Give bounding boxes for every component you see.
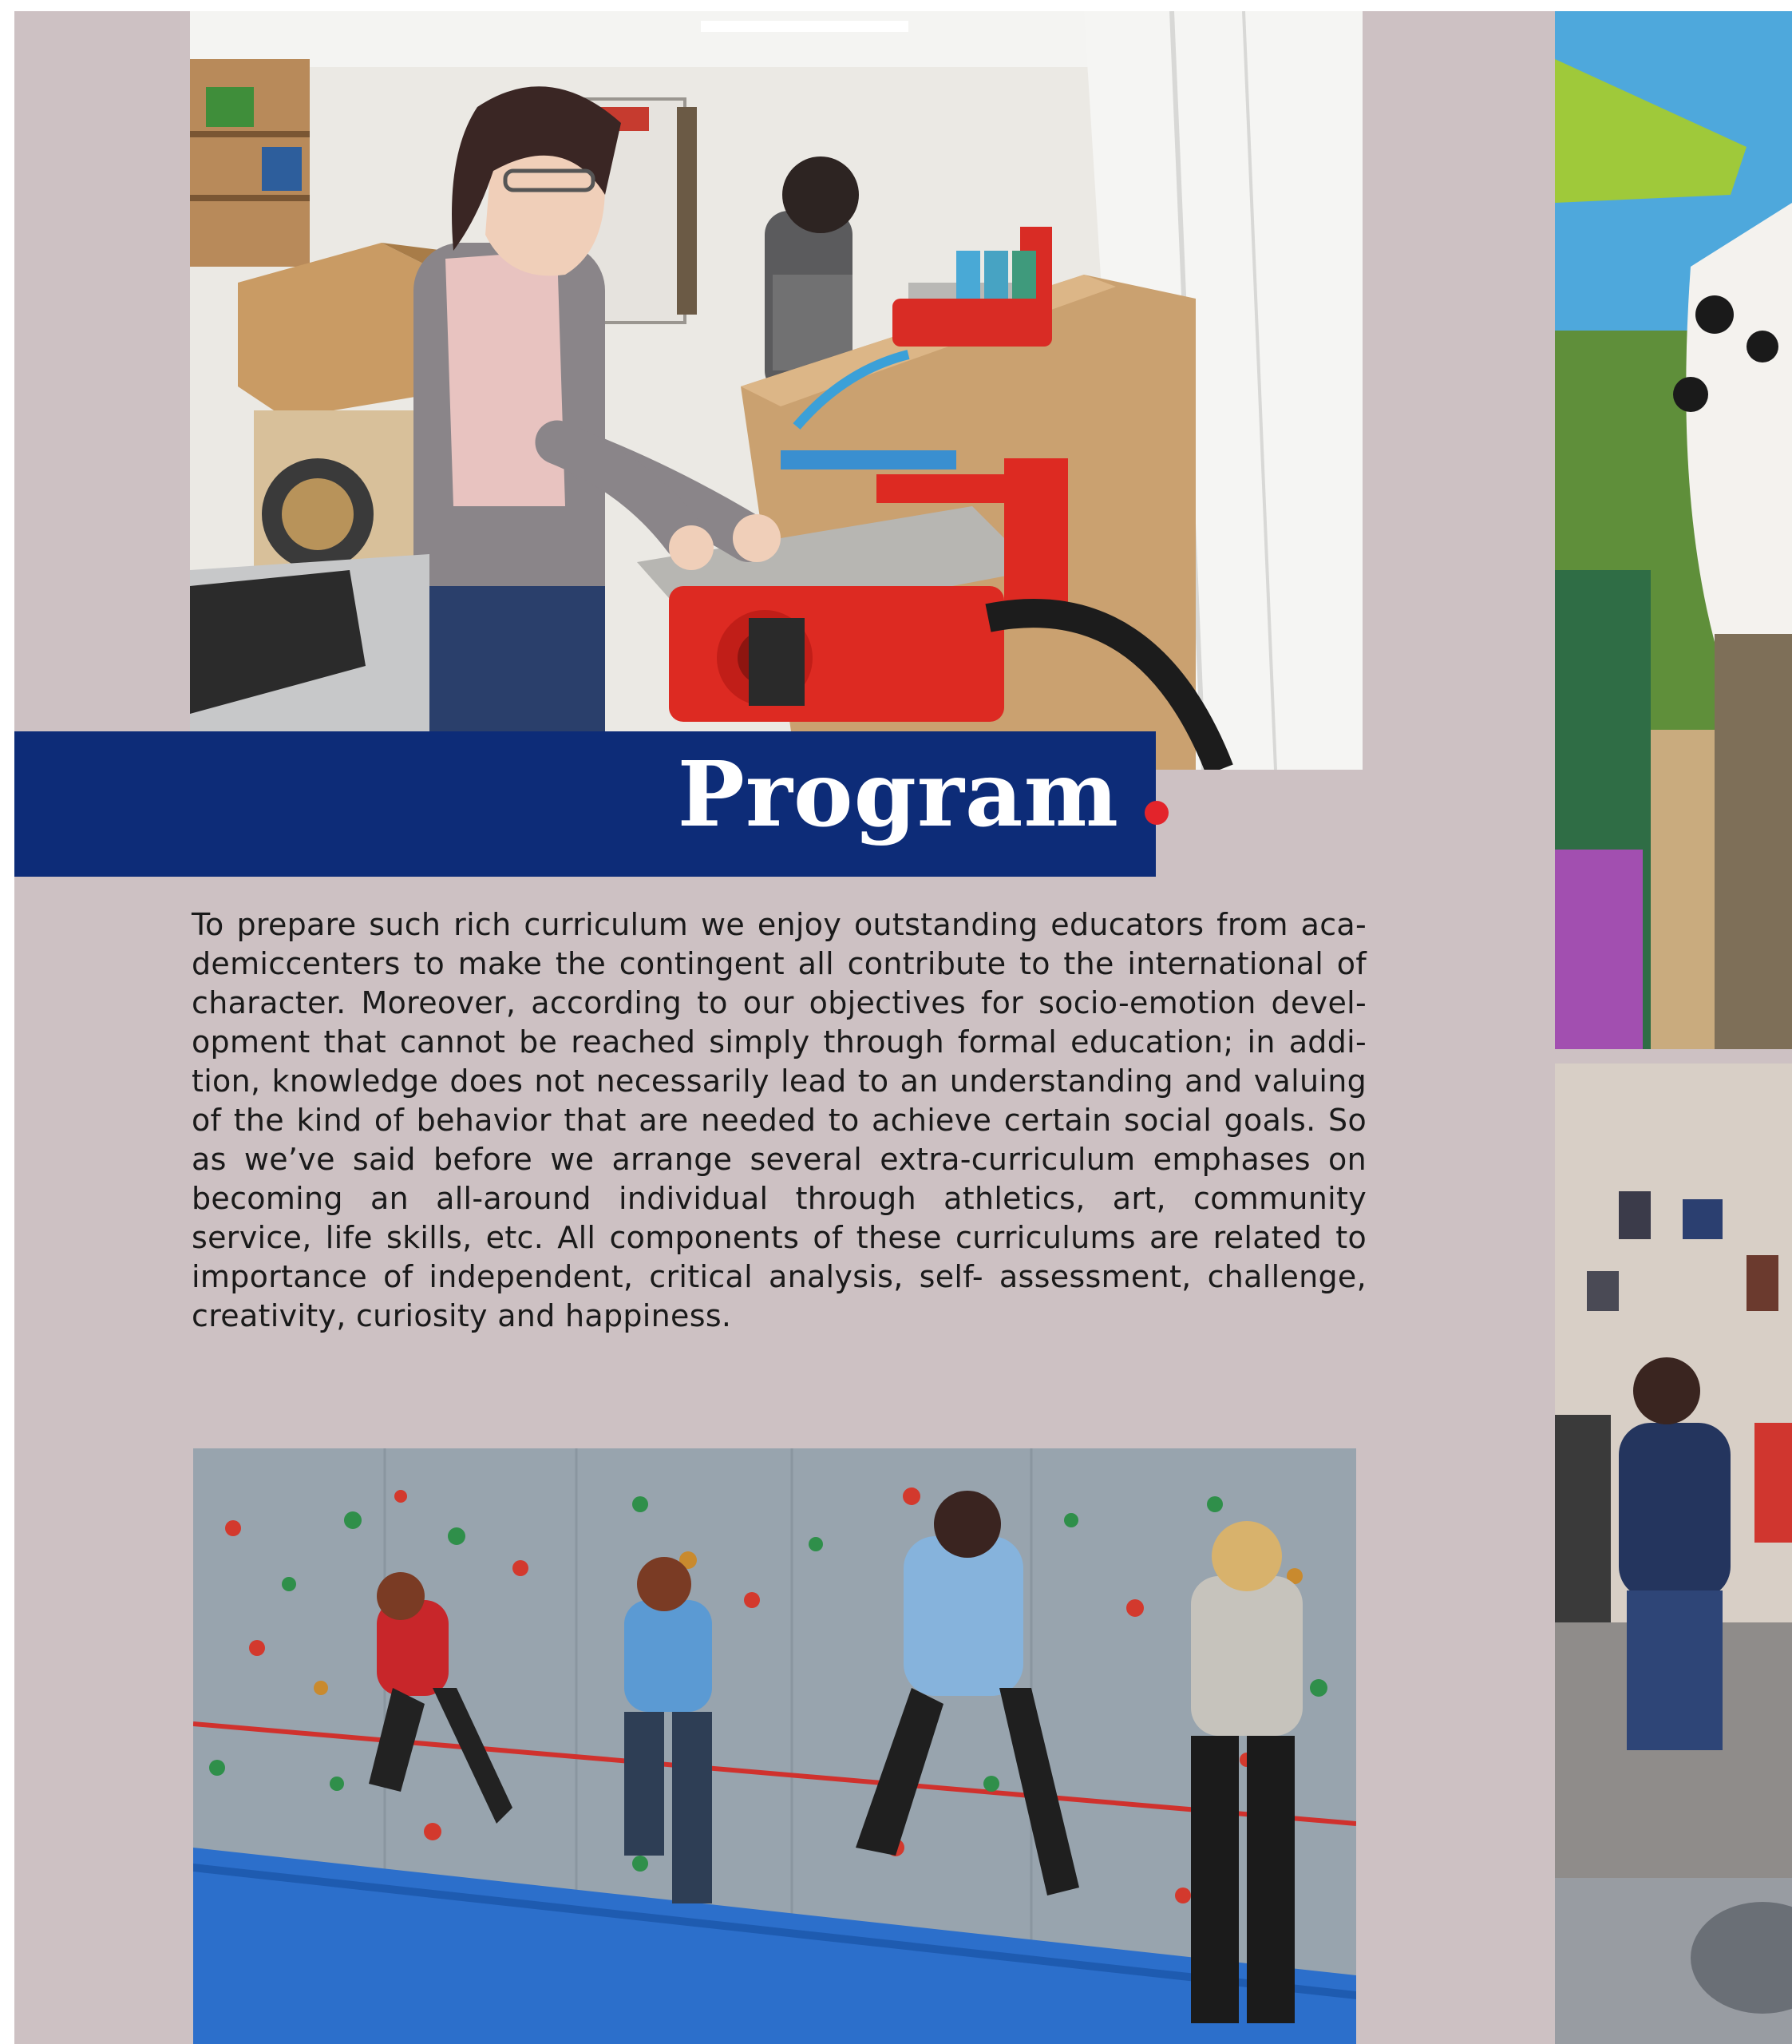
workshop-photo [190,11,1363,770]
section-title: Program [677,743,1119,847]
classroom-photo [1555,1064,1792,2044]
section-title-band [14,731,1156,877]
program-description: To prepare such rich curriculum we enjoy outstanding educators from aca-demiccenters to make the contingent all contribute to the international of character. Moreover, according to our objectives for socio-emotion devel-opment that cannot be reached simply through formal education; in addi-tion, knowledge does not necessarily lead to an understanding and valuing of the kind of behavior that are needed to achieve certain social goals. So as we’ve said before we arrange several extra-curriculum emphases on becoming an all-around individual through athletics, art, community service, life skills, etc. All components of these curriculums are related to importance of independent, critical analysis, self- assessment, challenge, creativity, curiosity and happiness. [192,907,1367,1333]
title-accent-dot [1145,801,1169,825]
garden-photo [1555,11,1792,1049]
brochure-page [14,11,1792,2044]
climbing-wall-photo [193,1448,1356,2044]
